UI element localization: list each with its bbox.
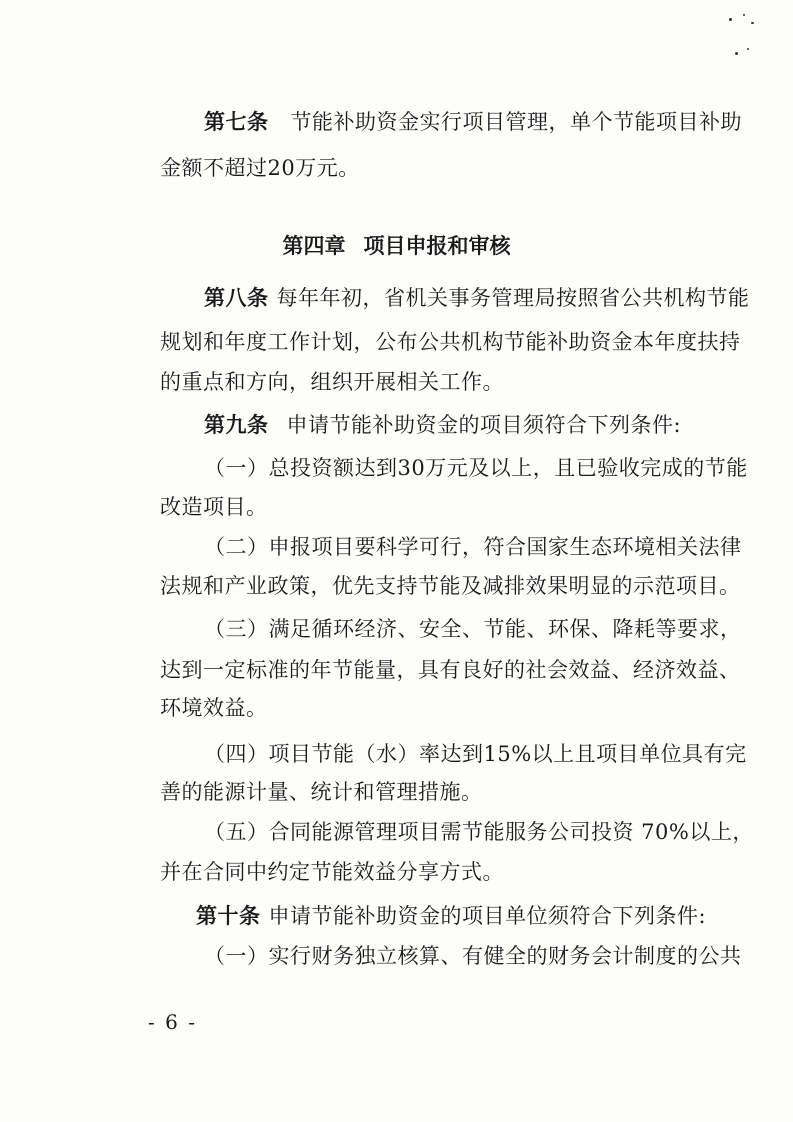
article-9-item-3-line-2: 达到一定标准的年节能量，具有良好的社会效益、经济效益、 bbox=[160, 658, 741, 682]
article-9-label: 第九条 bbox=[204, 412, 269, 437]
chapter-number: 第四章 bbox=[282, 234, 346, 258]
article-9-item-4-line-2: 善的能源计量、统计和管理措施。 bbox=[160, 780, 483, 804]
article-8-line-3: 的重点和方向，组织开展相关工作。 bbox=[160, 370, 504, 394]
article-9-text-1: 申请节能补助资金的项目须符合下列条件: bbox=[286, 413, 682, 437]
article-9-item-5-line-1: （五）合同能源管理项目需节能服务公司投资 70%以上， bbox=[204, 820, 754, 844]
article-9-item-2-line-2: 法规和产业政策，优先支持节能及减排效果明显的示范项目。 bbox=[160, 574, 741, 598]
article-10-label: 第十条 bbox=[196, 903, 261, 928]
article-8-label: 第八条 bbox=[204, 285, 269, 310]
article-9-item-1-line-2: 改造项目。 bbox=[160, 495, 268, 519]
article-9-item-1-line-1: （一）总投资额达到30万元及以上，且已验收完成的节能 bbox=[204, 456, 748, 480]
article-7-label: 第七条 bbox=[204, 109, 269, 134]
article-7-line-2: 金额不超过20万元。 bbox=[160, 156, 360, 180]
article-8-line-2: 规划和年度工作计划，公布公共机构节能补助资金本年度扶持 bbox=[160, 330, 741, 354]
article-9-line-1 bbox=[204, 410, 740, 440]
article-8-line-1 bbox=[204, 283, 750, 313]
article-10-item-1-line-1: （一）实行财务独立核算、有健全的财务会计制度的公共 bbox=[204, 944, 742, 968]
article-9-item-4-line-1: （四）项目节能（水）率达到15%以上且项目单位具有完 bbox=[204, 742, 747, 766]
article-10-text-1: 申请节能补助资金的项目单位须符合下列条件: bbox=[268, 904, 707, 928]
article-9-item-3-line-1: （三）满足循环经济、安全、节能、环保、降耗等要求， bbox=[204, 617, 742, 641]
article-7-text-1: 节能补助资金实行项目管理，单个节能项目补助 bbox=[290, 110, 742, 134]
article-9-item-5-line-2: 并在合同中约定节能效益分享方式。 bbox=[160, 860, 504, 884]
article-8-text-1: 每年年初，省机关事务管理局按照省公共机构节能 bbox=[276, 286, 750, 310]
article-9-item-2-line-1: （二）申报项目要科学可行，符合国家生态环境相关法律 bbox=[204, 535, 742, 559]
chapter-title: 项目申报和审核 bbox=[363, 234, 511, 258]
page-number: - 6 - bbox=[148, 1010, 197, 1034]
scan-specks bbox=[725, 10, 765, 70]
article-9-item-3-line-3: 环境效益。 bbox=[160, 696, 268, 720]
article-10-line-1 bbox=[196, 901, 732, 931]
article-7-line-1 bbox=[204, 107, 740, 137]
chapter-heading bbox=[0, 231, 793, 261]
